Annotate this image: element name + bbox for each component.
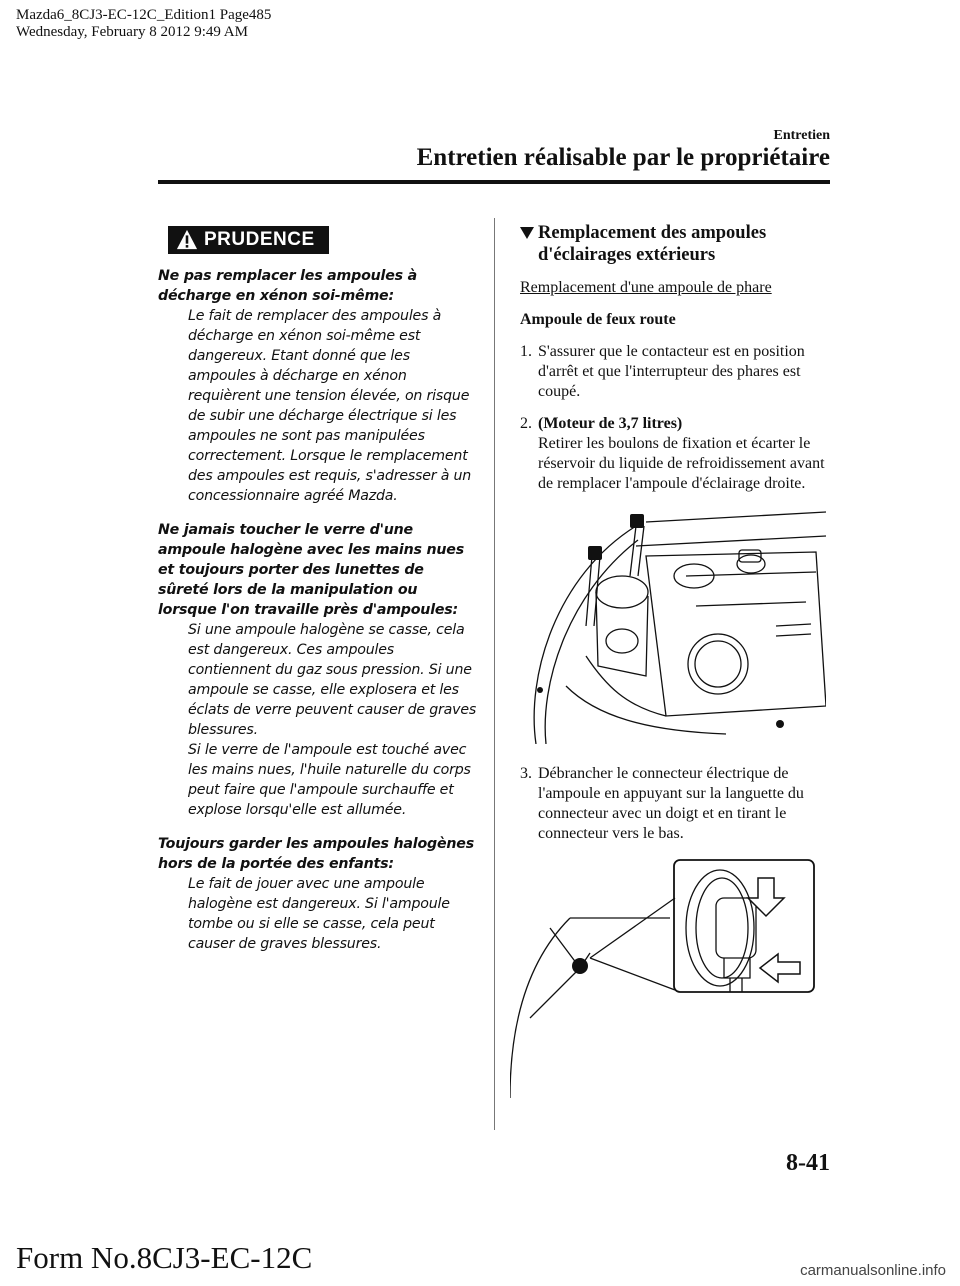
page-number: 8-41: [786, 1150, 830, 1176]
instructions-column: [520, 222, 832, 1104]
section-label: Entretien: [773, 128, 830, 143]
form-number: Form No.8CJ3-EC-12C: [16, 1240, 313, 1275]
caution-heading-2: Ne jamais toucher le verre d'une ampoule halogène avec les mains nues et toujours porter des lunettes de sûreté lors de la manipulation ou lorsque l'on travaille près d'ampoules:: [158, 522, 464, 618]
headlight-connector-illustration: [510, 858, 820, 1098]
header-rule: [158, 180, 830, 184]
section-heading-text: Remplacement des ampoules d'éclairages extérieurs: [538, 223, 767, 265]
column-divider: [494, 218, 495, 1130]
caution-label: PRUDENCE: [204, 229, 315, 250]
step-3: [520, 764, 832, 844]
caution-body-2: Si une ampoule halogène se casse, cela est dangereux. Ces ampoules contiennent du gaz sous pression. Si une ampoule se casse, elle explosera et les éclats de verre peuvent causer de graves blessures.: [188, 622, 477, 738]
subtitle: Ampoule de feux route: [520, 311, 676, 328]
caution-heading-3: Toujours garder les ampoules halogènes hors de la portée des enfants:: [158, 836, 474, 872]
step-2-text: Retirer les boulons de fixation et écarter le réservoir du liquide de refroidissement avant de remplacer l'ampoule d'éclairage droite.: [538, 435, 825, 492]
print-meta-line1: Mazda6_8CJ3-EC-12C_Edition1 Page485: [16, 7, 272, 23]
watermark: carmanualsonline.info: [800, 1262, 946, 1279]
caution-heading-1: Ne pas remplacer les ampoules à décharge en xénon soi-même:: [158, 268, 417, 304]
step-1: [520, 342, 832, 402]
step-2-bold: (Moteur de 3,7 litres): [538, 415, 683, 432]
step-2-number: 2.: [520, 415, 532, 432]
step-2: [520, 414, 832, 494]
step-1-number: 1.: [520, 343, 532, 360]
step-1-text: S'assurer que le contacteur est en position d'arrêt et que l'interrupteur des phares est coupé.: [538, 343, 805, 400]
page-title: Entretien réalisable par le propriétaire: [416, 144, 830, 171]
subheading: Remplacement d'une ampoule de phare: [520, 279, 772, 296]
print-meta-line2: Wednesday, February 8 2012 9:49 AM: [16, 24, 248, 40]
caution-text: [158, 266, 478, 954]
caution-body-3: Le fait de jouer avec une ampoule halogène est dangereux. Si l'ampoule tombe ou si elle se casse, cela peut causer de graves blessures.: [188, 876, 450, 952]
engine-bay-illustration: [526, 506, 826, 744]
print-meta: [16, 7, 271, 41]
step-3-number: 3.: [520, 765, 532, 782]
triangle-down-icon: [520, 226, 534, 240]
warning-icon: [176, 229, 198, 251]
caution-body-2b: Si le verre de l'ampoule est touché avec les mains nues, l'huile naturelle du corps peut faire que l'ampoule surchauffe et explose lorsqu'elle est allumée.: [188, 742, 471, 818]
caution-badge: [168, 226, 329, 254]
step-3-text: Débrancher le connecteur électrique de l'ampoule en appuyant sur la languette du connecteur avec un doigt et en tirant le connecteur vers le bas.: [538, 765, 804, 842]
caution-block: [158, 226, 478, 954]
caution-body-1: Le fait de remplacer des ampoules à décharge en xénon soi-même est dangereux. Etant donné que les ampoules à décharge en xénon requièrent une tension élevée, on risque de subir une décharge électrique si les ampoules ne sont pas manipulées correctement. Lorsque le remplacement des ampoules est requis, s'adresser à un concessionnaire agréé Mazda.: [188, 308, 472, 504]
section-heading: [520, 222, 832, 266]
